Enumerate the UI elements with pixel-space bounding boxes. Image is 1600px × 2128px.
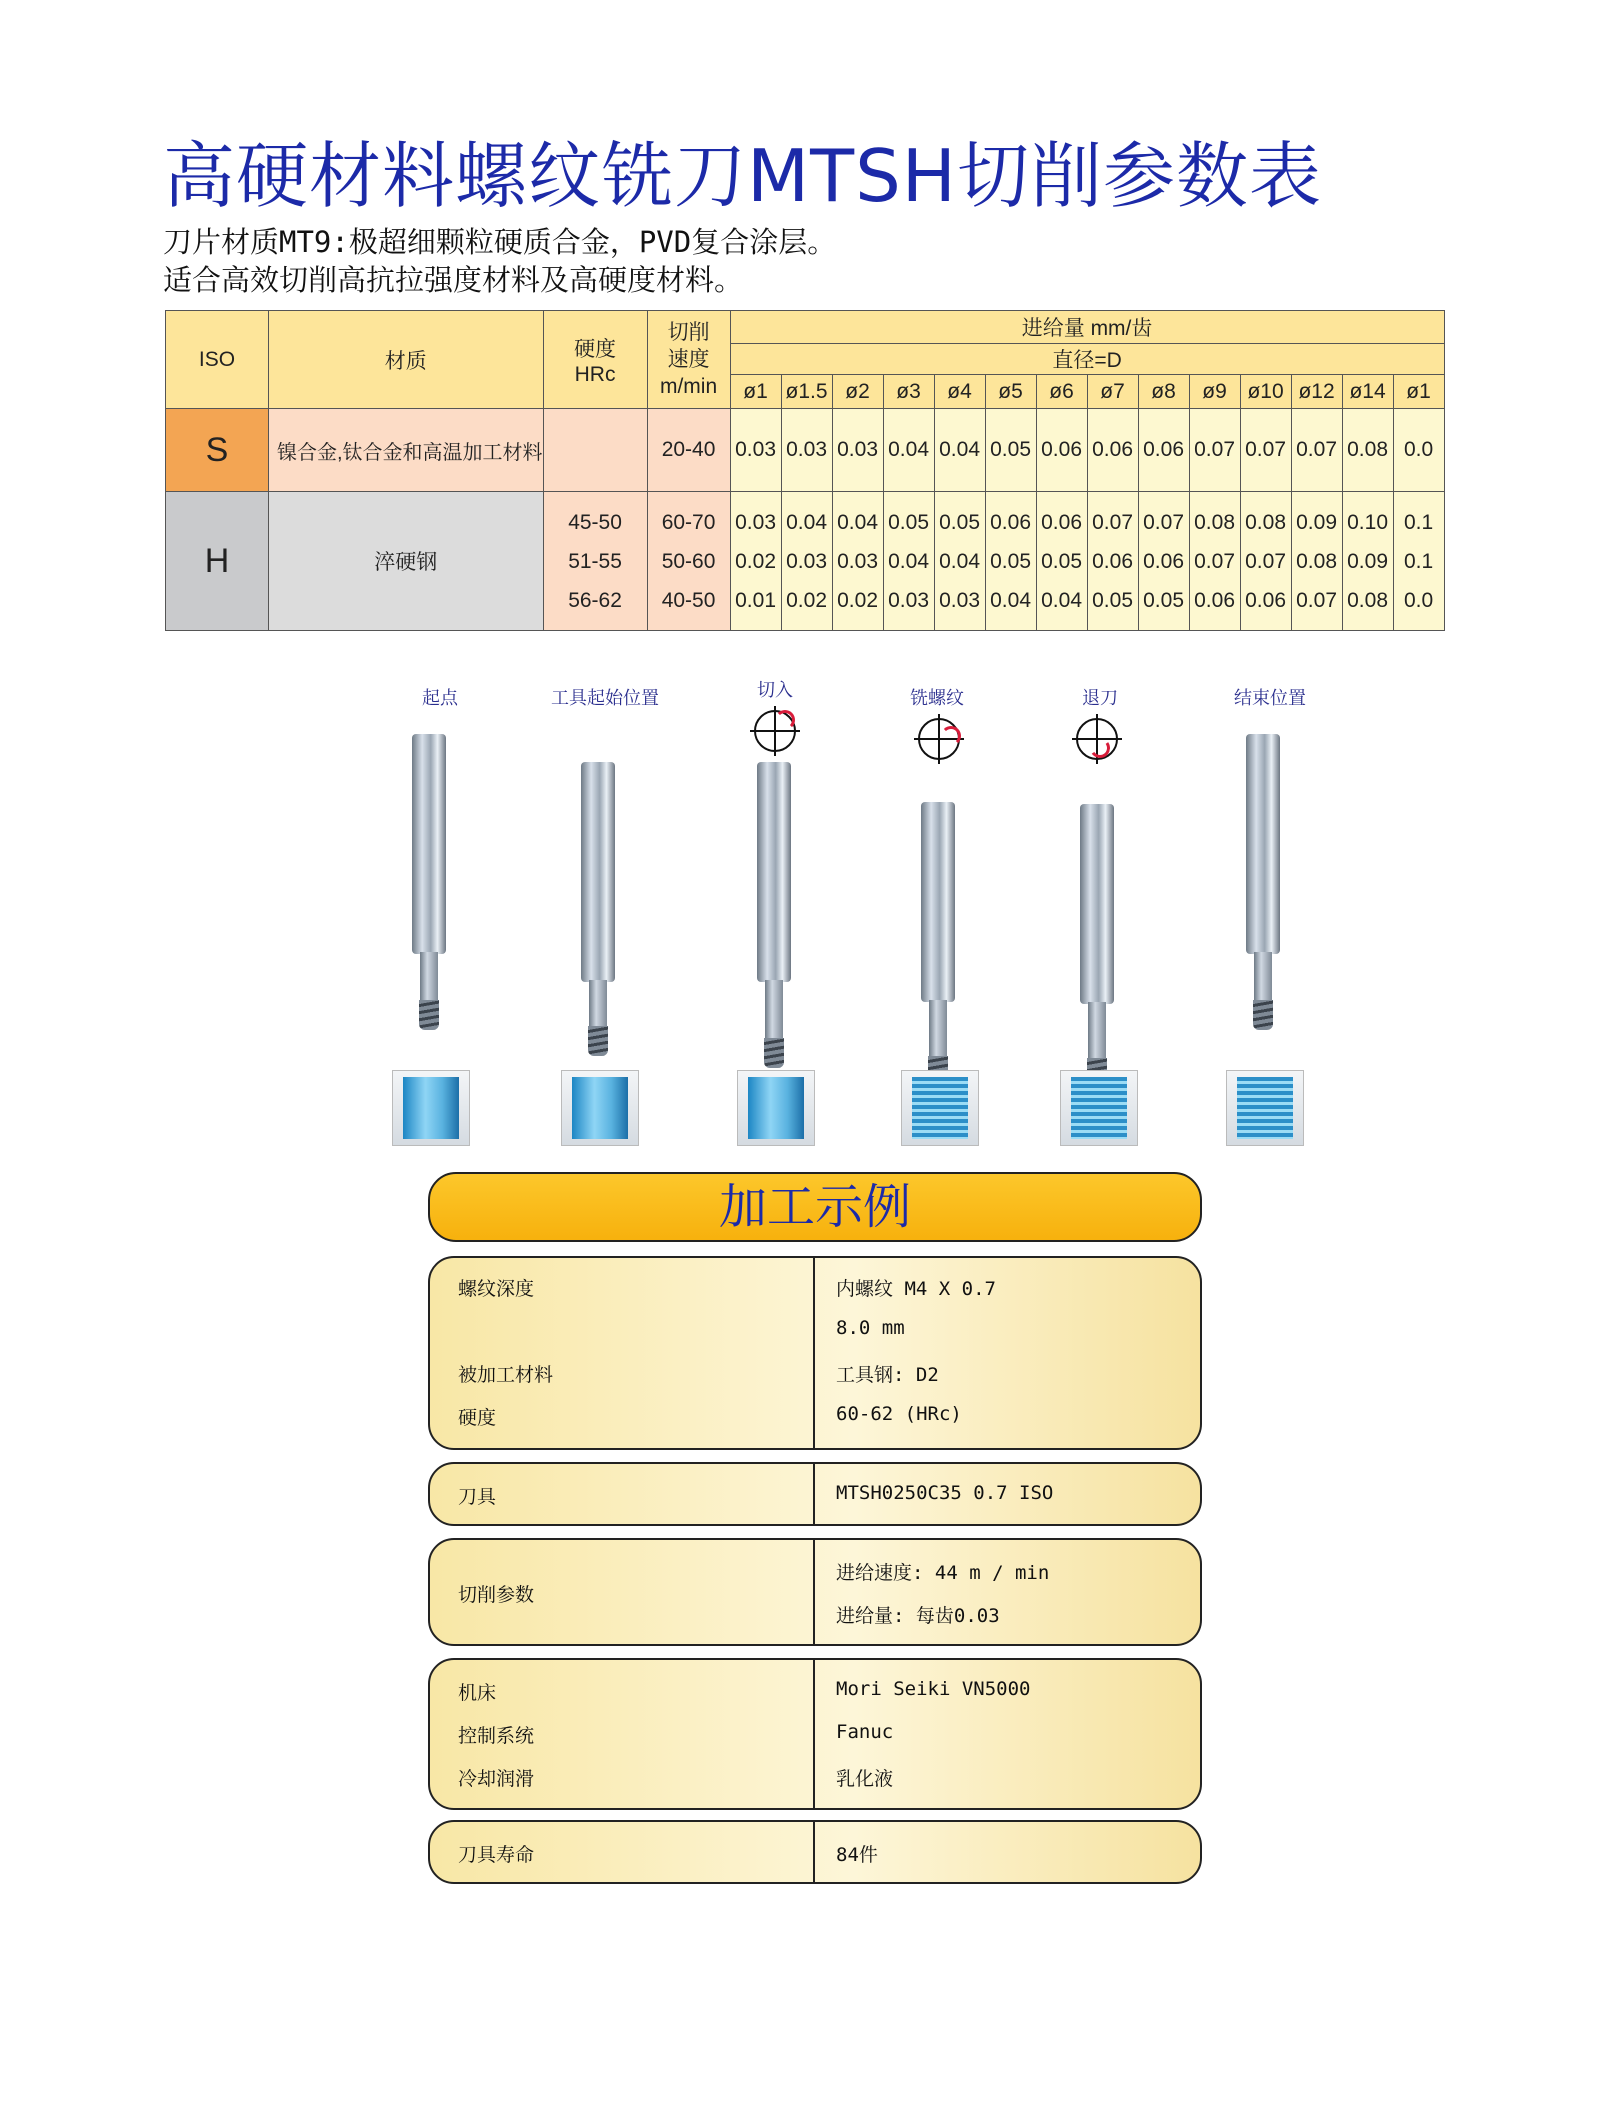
tool-neck — [589, 980, 607, 1030]
iso-h-cell: H — [166, 492, 269, 631]
feed-value-cell: 0.03 — [781, 409, 832, 492]
feed-value-cell: 0.06 — [1138, 409, 1189, 492]
feed-value-cell: 0.03 — [730, 409, 781, 492]
tool-neck — [765, 980, 783, 1040]
feed-value-cell — [1393, 492, 1444, 631]
tool-cutter — [588, 1026, 608, 1056]
feed-value: 0.06 — [1143, 549, 1184, 573]
example-heading: 加工示例 — [428, 1172, 1202, 1242]
feed-value-cell — [1087, 492, 1138, 631]
hardness-h-cell — [543, 492, 647, 631]
diameter-header-cell: ø3 — [883, 375, 934, 409]
header-speed-label-2: 速度 — [667, 348, 710, 371]
diameter-header-cell: ø5 — [985, 375, 1036, 409]
value-thread-depth: 8.0 mm — [836, 1317, 905, 1339]
feed-value-cell — [1240, 492, 1291, 631]
diameter-header-cell: ø12 — [1291, 375, 1342, 409]
feed-value: 0.1 — [1403, 510, 1434, 534]
stage-plunge — [695, 670, 855, 1150]
feed-value-cell: 0.04 — [883, 409, 934, 492]
feed-value: 0.04 — [837, 510, 878, 534]
feed-value: 0.03 — [939, 588, 980, 612]
feed-value-cell: 0.04 — [934, 409, 985, 492]
value-feed-speed: 进给速度: 44 m / min — [836, 1562, 1050, 1584]
feed-value-cell: 0.06 — [1036, 409, 1087, 492]
column-divider — [813, 1660, 815, 1808]
speed-h-3: 40-50 — [661, 588, 716, 612]
feed-value: 0.07 — [1092, 510, 1133, 534]
feed-value: 0.07 — [1194, 549, 1235, 573]
speed-s-cell: 20-40 — [647, 409, 730, 492]
diameter-header-cell: ø14 — [1342, 375, 1393, 409]
feed-value: 0.07 — [1245, 549, 1286, 573]
cutting-parameter-table — [165, 310, 1445, 631]
stage-tool-start-position — [525, 670, 685, 1150]
feed-value: 0.06 — [1092, 549, 1133, 573]
header-hardness-unit: HRc — [574, 362, 616, 386]
feed-value: 0.06 — [1041, 510, 1082, 534]
example-box-tool-life — [428, 1820, 1202, 1884]
tool-shank — [757, 762, 791, 982]
feed-value-cell: 0.07 — [1189, 409, 1240, 492]
feed-value-cell — [1342, 492, 1393, 631]
speed-h-1: 60-70 — [661, 510, 716, 534]
feed-value: 0.05 — [888, 510, 929, 534]
feed-value: 0.03 — [786, 549, 827, 573]
material-s-cell: 镍合金,钛合金和高温加工材料 — [269, 409, 544, 492]
speed-h-cell — [647, 492, 730, 631]
feed-value: 0.05 — [990, 549, 1031, 573]
stage-thread-milling — [857, 670, 1017, 1150]
feed-value: 0.02 — [735, 549, 776, 573]
value-machine: Mori Seiki VN5000 — [836, 1678, 1031, 1700]
feed-value-cell — [832, 492, 883, 631]
feed-value-cell — [934, 492, 985, 631]
feed-value: 0.06 — [1194, 588, 1235, 612]
tool-cutter — [764, 1038, 784, 1068]
value-tool-life: 84件 — [836, 1844, 878, 1866]
value-coolant: 乳化液 — [836, 1768, 894, 1790]
tool-shank — [921, 802, 955, 1002]
feed-value-cell: 0.0 — [1393, 409, 1444, 492]
column-divider — [813, 1540, 815, 1644]
workpiece-block — [737, 1070, 815, 1146]
label-coolant: 冷却润滑 — [458, 1768, 535, 1790]
feed-value: 0.05 — [1041, 549, 1082, 573]
tool-neck — [1088, 1002, 1106, 1062]
stage-label-thread-milling: 铣螺纹 — [910, 688, 964, 709]
label-tool-life: 刀具寿命 — [458, 1844, 535, 1866]
iso-s-cell: S — [166, 409, 269, 492]
value-feed-per-tooth: 进给量: 每齿0.03 — [836, 1605, 1000, 1627]
value-hardness: 60-62 (HRc) — [836, 1403, 962, 1425]
tool-neck — [929, 1000, 947, 1060]
example-box-machine — [428, 1658, 1202, 1810]
feed-value: 0.09 — [1347, 549, 1388, 573]
diameter-header-cell: ø2 — [832, 375, 883, 409]
diameter-header-cell: ø4 — [934, 375, 985, 409]
tool-shank — [1246, 734, 1280, 954]
header-speed-label-1: 切削 — [667, 321, 710, 344]
header-hardness — [543, 311, 647, 409]
feed-value-cell — [883, 492, 934, 631]
feed-value: 0.08 — [1347, 588, 1388, 612]
feed-value: 0.01 — [735, 588, 776, 612]
feed-value: 0.03 — [837, 549, 878, 573]
feed-value: 0.05 — [939, 510, 980, 534]
label-cutting-params: 切削参数 — [458, 1584, 535, 1606]
page-title: 高硬材料螺纹铣刀MTSH切削参数表 — [163, 134, 1322, 218]
tool-neck — [1254, 952, 1272, 1002]
workpiece-block — [1060, 1070, 1138, 1146]
tool-cutter — [419, 1000, 439, 1030]
feed-value-cell: 0.07 — [1291, 409, 1342, 492]
stage-label-retract: 退刀 — [1082, 688, 1118, 709]
feed-value: 0.1 — [1403, 549, 1434, 573]
diameter-header-cell: ø7 — [1087, 375, 1138, 409]
diameter-header-cell: ø1.5 — [781, 375, 832, 409]
stage-label-plunge: 切入 — [757, 680, 793, 701]
hardness-h-3: 56-62 — [568, 588, 622, 612]
feed-value: 0.04 — [786, 510, 827, 534]
feed-value: 0.06 — [1245, 588, 1286, 612]
feed-value: 0.03 — [888, 588, 929, 612]
feed-value: 0.04 — [888, 549, 929, 573]
feed-value: 0.09 — [1296, 510, 1337, 534]
feed-value: 0.03 — [735, 510, 776, 534]
milling-process-diagram — [360, 670, 1360, 1150]
stage-label-tool-start: 工具起始位置 — [551, 688, 659, 709]
subtitle-line-2: 适合高效切削高抗拉强度材料及高硬度材料。 — [163, 263, 744, 297]
feed-value: 0.02 — [786, 588, 827, 612]
feed-value: 0.08 — [1296, 549, 1337, 573]
feed-value: 0.04 — [990, 588, 1031, 612]
value-control-system: Fanuc — [836, 1721, 894, 1743]
label-tool: 刀具 — [458, 1486, 497, 1508]
feed-value-cell — [730, 492, 781, 631]
hardness-h-1: 45-50 — [568, 510, 622, 534]
diameter-header-cell: ø10 — [1240, 375, 1291, 409]
stage-retract — [1020, 670, 1180, 1150]
stage-end-position — [1190, 670, 1350, 1150]
stage-label-end-position: 结束位置 — [1234, 688, 1306, 709]
column-divider — [813, 1464, 815, 1524]
feed-value: 0.07 — [1143, 510, 1184, 534]
feed-value-cell — [1036, 492, 1087, 631]
hardness-s-cell — [543, 409, 647, 492]
header-hardness-label: 硬度 — [574, 337, 617, 361]
material-h-cell: 淬硬钢 — [269, 492, 544, 631]
feed-value: 0.05 — [1092, 588, 1133, 612]
speed-h-2: 50-60 — [661, 549, 716, 573]
feed-value-cell: 0.03 — [832, 409, 883, 492]
stage-start — [360, 670, 520, 1150]
diameter-header-cell: ø9 — [1189, 375, 1240, 409]
header-speed — [647, 311, 730, 409]
feed-value: 0.07 — [1296, 588, 1337, 612]
workpiece-block — [392, 1070, 470, 1146]
feed-value-cell — [985, 492, 1036, 631]
diameter-header-cell: ø1 — [1393, 375, 1444, 409]
example-box-thread — [428, 1256, 1202, 1450]
column-divider — [813, 1822, 815, 1882]
feed-value: 0.0 — [1403, 588, 1434, 612]
hardness-h-2: 51-55 — [568, 549, 622, 573]
feed-value-cell — [1138, 492, 1189, 631]
value-workpiece-material: 工具钢: D2 — [836, 1364, 939, 1386]
header-speed-unit: m/min — [659, 375, 718, 398]
value-tool: MTSH0250C35 0.7 ISO — [836, 1482, 1054, 1504]
feed-value: 0.08 — [1194, 510, 1235, 534]
example-box-tool — [428, 1462, 1202, 1526]
label-machine: 机床 — [458, 1682, 497, 1704]
path-arc-icon — [941, 726, 961, 746]
tool-cutter — [1253, 1000, 1273, 1030]
workpiece-block — [561, 1070, 639, 1146]
label-control-system: 控制系统 — [458, 1725, 535, 1747]
tool-shank — [1080, 804, 1114, 1004]
feed-value-cell — [781, 492, 832, 631]
feed-value-cell: 0.05 — [985, 409, 1036, 492]
feed-value-cell — [1189, 492, 1240, 631]
diameter-header-cell: ø8 — [1138, 375, 1189, 409]
tool-shank — [412, 734, 446, 954]
label-hardness: 硬度 — [458, 1407, 497, 1429]
feed-value: 0.04 — [939, 549, 980, 573]
feed-value: 0.05 — [1143, 588, 1184, 612]
feed-value-cell: 0.06 — [1087, 409, 1138, 492]
feed-value-cell: 0.08 — [1342, 409, 1393, 492]
tool-neck — [420, 952, 438, 1002]
feed-value-cell — [1291, 492, 1342, 631]
feed-value: 0.08 — [1245, 510, 1286, 534]
header-diameter: 直径=D — [730, 344, 1444, 375]
column-divider — [813, 1258, 815, 1448]
label-workpiece-material: 被加工材料 — [458, 1364, 554, 1386]
feed-value: 0.02 — [837, 588, 878, 612]
header-iso: ISO — [166, 311, 269, 409]
feed-value: 0.04 — [1041, 588, 1082, 612]
example-box-cutting-params — [428, 1538, 1202, 1646]
feed-value: 0.10 — [1347, 510, 1388, 534]
label-thread-depth: 螺纹深度 — [458, 1278, 535, 1300]
workpiece-block — [901, 1070, 979, 1146]
feed-value: 0.06 — [990, 510, 1031, 534]
diameter-header-cell: ø1 — [730, 375, 781, 409]
tool-shank — [581, 762, 615, 982]
stage-label-start: 起点 — [422, 688, 458, 709]
path-arc-icon — [775, 710, 795, 730]
feed-value-cell: 0.07 — [1240, 409, 1291, 492]
value-thread-spec: 内螺纹 M4 X 0.7 — [836, 1278, 996, 1300]
header-material: 材质 — [269, 311, 544, 409]
diameter-header-cell: ø6 — [1036, 375, 1087, 409]
header-feed: 进给量 mm/齿 — [730, 311, 1444, 344]
workpiece-block — [1226, 1070, 1304, 1146]
subtitle-line-1: 刀片材质MT9:极超细颗粒硬质合金，PVD复合涂层。 — [163, 225, 837, 259]
